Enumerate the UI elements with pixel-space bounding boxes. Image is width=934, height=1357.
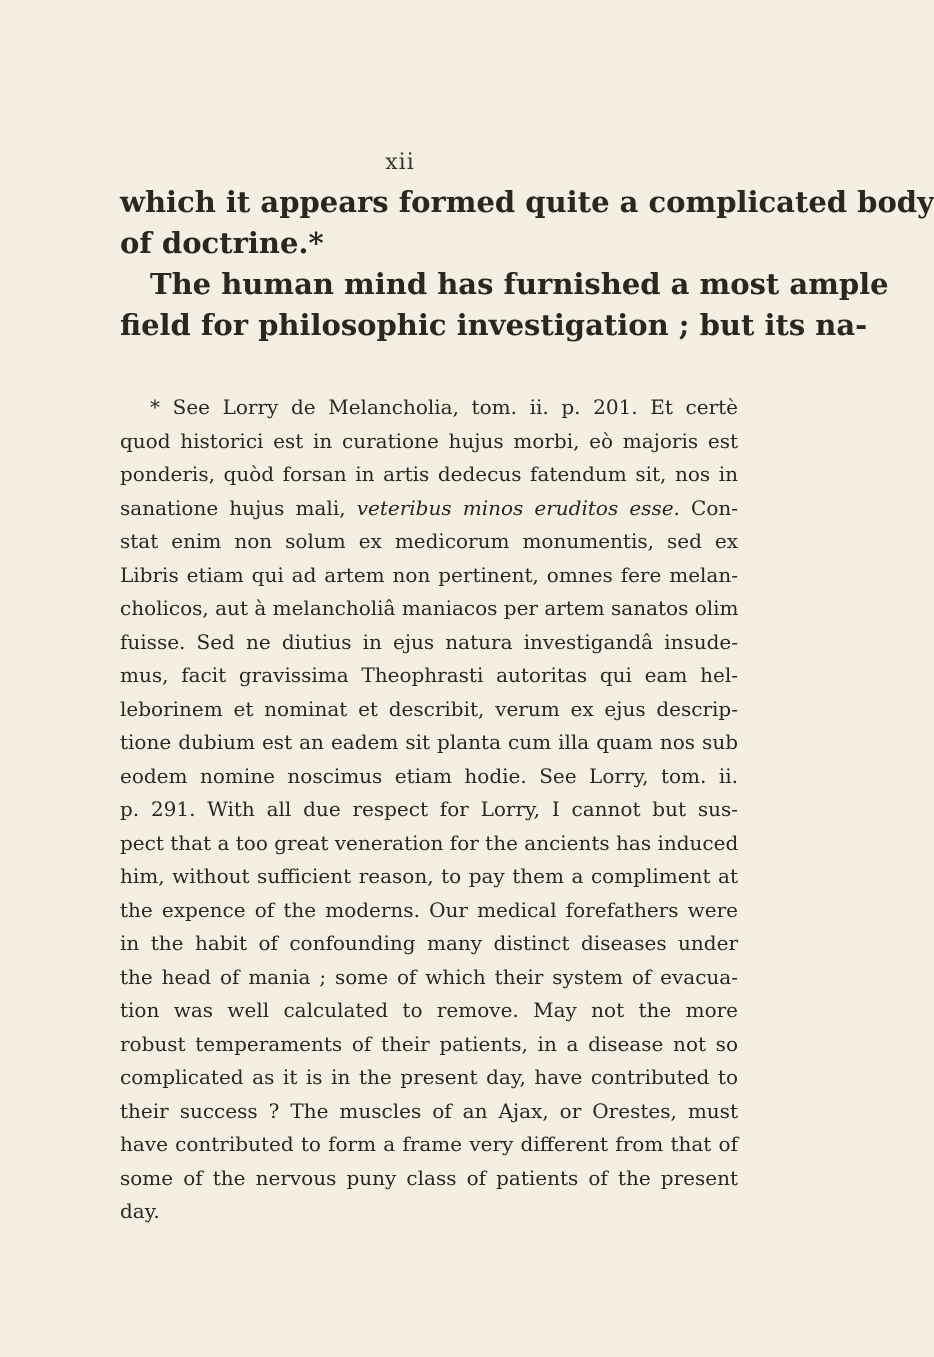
page-number: xii bbox=[385, 150, 415, 175]
footnote-line: pect that a too great veneration for the ancients has induced bbox=[120, 830, 739, 855]
footnote-italic-quote: veteribus minos eruditos esse. bbox=[356, 495, 680, 520]
footnote-line: eodem nomine noscimus etiam hodie. See Lorry, tom. ii. bbox=[120, 763, 738, 788]
footnote-line: ponderis, quòd forsan in artis dedecus fatendum sit, nos in bbox=[120, 462, 738, 486]
footnote-line: him, without sufficient reason, to pay them a compliment at bbox=[120, 864, 738, 888]
footnote-line bbox=[120, 492, 738, 526]
footnote-line: their success ? The muscles of an Ajax, or Orestes, must bbox=[120, 1098, 738, 1123]
footnote-line: p. 291. With all due respect for Lorry, I cannot but sus- bbox=[120, 797, 738, 821]
footnote-line: mus, facit gravissima Theophrasti autoritas qui eam hel- bbox=[120, 663, 738, 687]
footnote-line: Libris etiam qui ad artem non pertinent, omnes fere melan- bbox=[120, 562, 738, 587]
footnote-line: cholicos, aut à melancholiâ maniacos per artem sanatos olim bbox=[120, 596, 739, 620]
footnote-text: sanatione hujus mali, bbox=[120, 495, 357, 520]
main-text-line: of doctrine.* bbox=[120, 226, 324, 260]
main-text-line: The human mind has furnished a most ample bbox=[150, 267, 889, 301]
footnote-line: stat enim non solum ex medicorum monumentis, sed ex bbox=[120, 529, 738, 553]
main-body-text bbox=[120, 182, 934, 346]
footnote-line: robust temperaments of their patients, in a disease not so bbox=[120, 1031, 738, 1056]
footnote-line: tion was well calculated to remove. May not the more bbox=[120, 998, 738, 1022]
footnote-line: leborinem et nominat et describit, verum ex ejus descrip- bbox=[120, 696, 738, 721]
footnote-line: have contributed to form a frame very different from that of bbox=[120, 1132, 738, 1156]
footnote-text: Con- bbox=[679, 495, 739, 520]
footnote-line: complicated as it is in the present day, have contributed to bbox=[120, 1065, 738, 1089]
footnote-line: * See Lorry de Melancholia, tom. ii. p. 201. Et certè bbox=[150, 395, 738, 419]
footnote-line: day. bbox=[120, 1199, 160, 1223]
footnote-line: fuisse. Sed ne diutius in ejus natura investigandâ insude- bbox=[120, 629, 738, 654]
main-text-line: field for philosophic investigation ; but its na- bbox=[120, 308, 868, 342]
footnote-line: tione dubium est an eadem sit planta cum illa quam nos sub bbox=[120, 730, 738, 754]
footnote-line: in the habit of confounding many distinct diseases under bbox=[120, 931, 738, 955]
footnote bbox=[120, 391, 738, 1229]
footnote-line: quod historici est in curatione hujus morbi, eò majoris est bbox=[120, 428, 738, 453]
footnote-line: the expence of the moderns. Our medical forefathers were bbox=[120, 897, 738, 922]
main-text-line: which it appears formed quite a complicated body bbox=[120, 185, 934, 219]
footnote-line: the head of mania ; some of which their system of evacua- bbox=[120, 964, 738, 989]
footnote-line: some of the nervous puny class of patients of the present bbox=[120, 1165, 738, 1190]
